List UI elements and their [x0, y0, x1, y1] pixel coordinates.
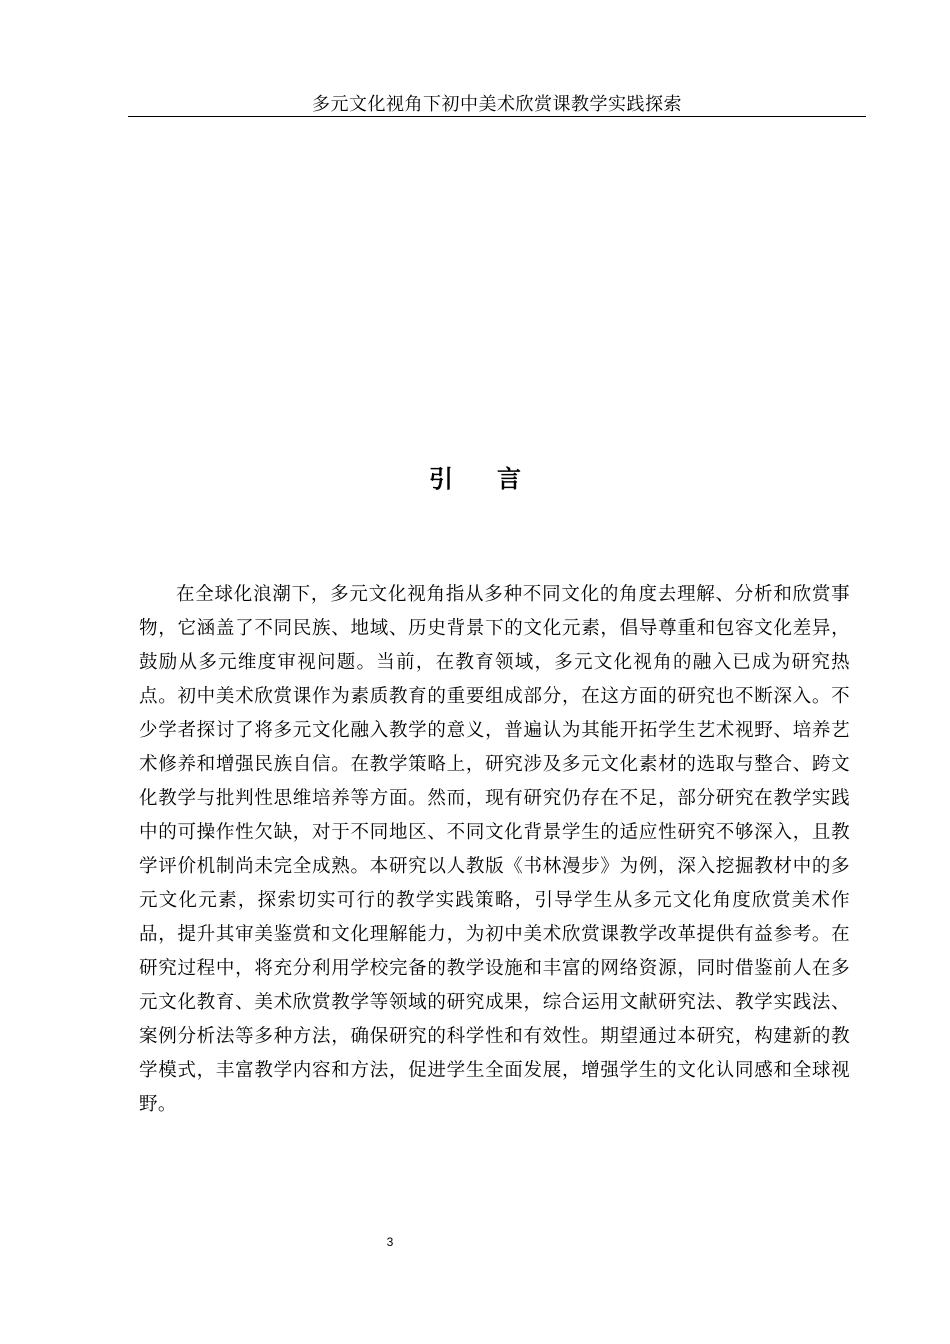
header-divider: [128, 116, 866, 117]
section-title-char-2: 言: [497, 465, 521, 493]
page-number: 3: [386, 1235, 394, 1249]
introduction-paragraph: 在全球化浪潮下，多元文化视角指从多种不同文化的角度去理解、分析和欣赏事物，它涵盖了不同民族、地域、历史背景下的文化元素，倡导尊重和包容文化差异，鼓励从多元维度审视问题。当前，在教育领域，多元文化视角的融入已成为研究热点。初中美术欣赏课作为素质教育的重要组成部分，在这方面的研究也不断深入。不少学者探讨了将多元文化融入教学的意义，普遍认为其能开拓学生艺术视野、培养艺术修养和增强民族自信。在教学策略上，研究涉及多元文化素材的选取与整合、跨文化教学与批判性思维培养等方面。然而，现有研究仍存在不足，部分研究在教学实践中的可操作性欠缺，对于不同地区、不同文化背景学生的适应性研究不够深入，且教学评价机制尚未完全成熟。本研究以人教版《书林漫步》为例，深入挖掘教材中的多元文化元素，探索切实可行的教学实践策略，引导学生从多元文化角度欣赏美术作品，提升其审美鉴赏和文化理解能力，为初中美术欣赏课教学改革提供有益参考。在研究过程中，将充分利用学校完备的教学设施和丰富的网络资源，同时借鉴前人在多元文化教育、美术欣赏教学等领域的研究成果，综合运用文献研究法、教学实践法、案例分析法等多种方法，确保研究的科学性和有效性。期望通过本研究，构建新的教学模式，丰富教学内容和方法，促进学生全面发展，增强学生的文化认同感和全球视野。: [139, 584, 850, 1115]
section-title: [0, 462, 950, 496]
running-header-title: 多元文化视角下初中美术欣赏课教学实践探索: [312, 94, 682, 115]
section-title-char-1: 引: [429, 465, 453, 493]
